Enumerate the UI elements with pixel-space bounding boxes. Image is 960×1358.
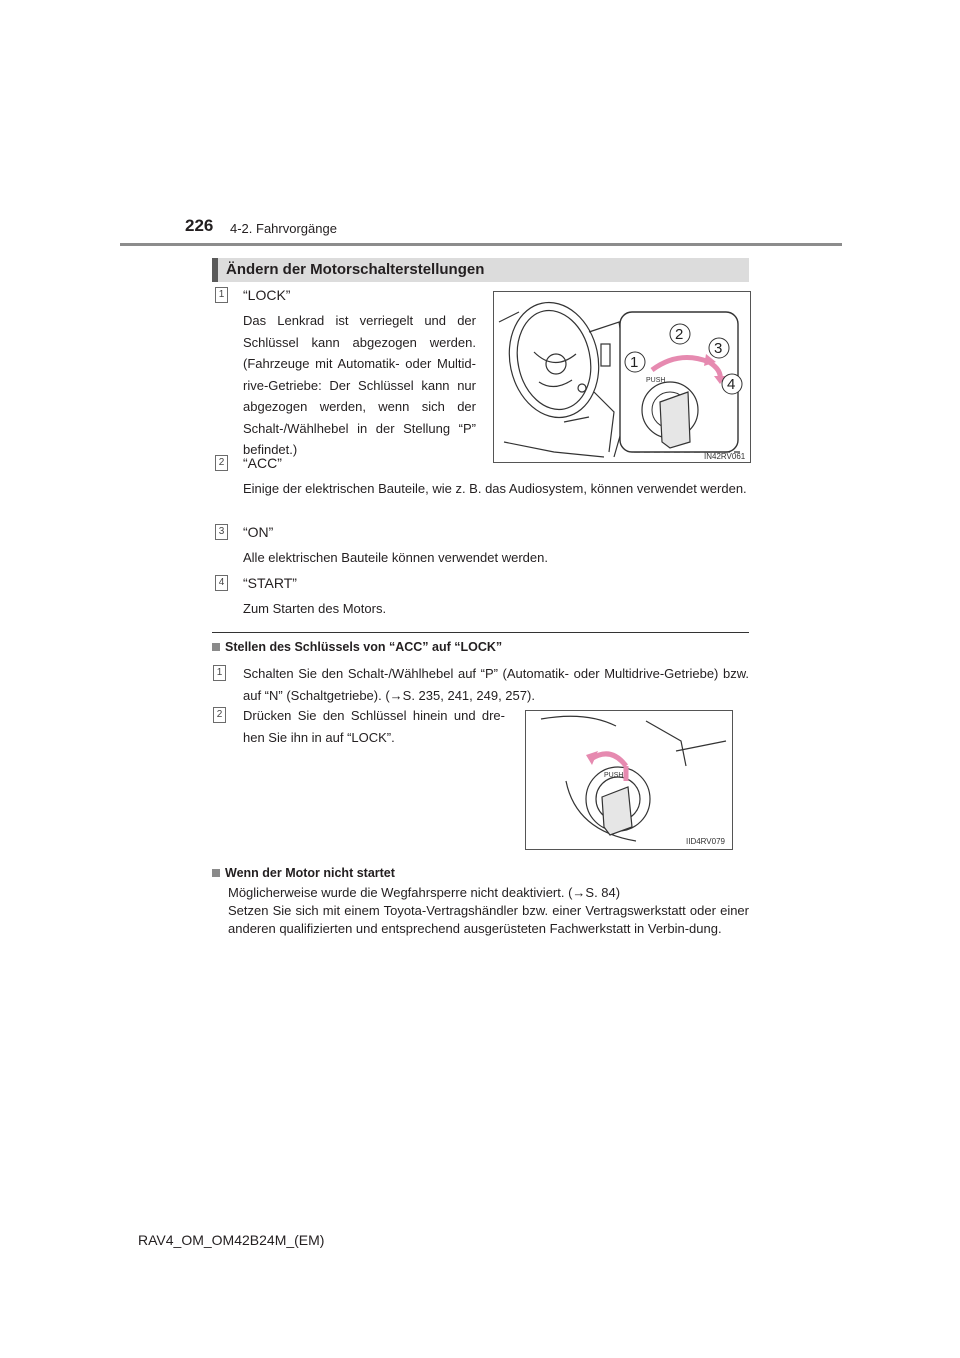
item-number-3: 3 <box>215 524 228 540</box>
subsection-heading-engine-not-start: Wenn der Motor nicht startet <box>212 866 395 880</box>
step-number-1: 1 <box>213 665 226 681</box>
callout-3: 3 <box>714 340 723 357</box>
callout-2: 2 <box>675 326 684 343</box>
item-text-on: Alle elektrischen Bauteile können verwendet werden. <box>243 550 548 565</box>
section-title: Ändern der Motorschalterstellungen <box>226 261 485 278</box>
section-title-bar <box>212 258 749 282</box>
item-title-start: “START” <box>243 575 297 591</box>
item-title-on: “ON” <box>243 524 274 540</box>
key-turn-illustration <box>525 710 733 850</box>
page-number: 226 <box>185 216 214 235</box>
item-text-lock: Das Lenkrad ist verriegelt und der Schlüssel kann abgezogen werden. (Fahrzeuge mit Automatik- oder Multid-rive-Getriebe: Der Schlüssel kann nur abgezogen werden, wenn sich der Schalt-/Wählhebel in der Stellung “P” befindet.) <box>243 313 476 457</box>
figure2-code: IID4RV079 <box>686 837 725 846</box>
bullet-square <box>212 869 220 877</box>
item-title-acc: “ACC” <box>243 455 282 471</box>
header-divider <box>120 243 842 246</box>
key-turn-drawing <box>526 711 732 849</box>
figure1-code: IN42RV061 <box>704 452 746 461</box>
item-number-4: 4 <box>215 575 228 591</box>
ignition-switch-drawing <box>494 292 750 462</box>
subsection-heading-acc-to-lock: Stellen des Schlüssels von “ACC” auf “LOCK” <box>212 640 502 654</box>
item-text-acc: Einige der elektrischen Bauteile, wie z. B. das Audiosystem, können verwendet werden. <box>243 481 747 496</box>
subsection-divider <box>212 632 749 633</box>
dealer-contact-note: Setzen Sie sich mit einem Toyota-Vertragshändler bzw. einer Vertragswerkstatt oder einer anderen qualifizierten und entsprechend ausgerüsteten Fachwerkstatt in Verbin-dung. <box>228 903 749 936</box>
step-text-1: Schalten Sie den Schalt-/Wählhebel auf “P” (Automatik- oder Multidrive-Getriebe) bzw. auf “N” (Schaltgetriebe). (→S. 235, 241, 249, 257). <box>243 666 749 703</box>
ignition-switch-illustration <box>493 291 751 463</box>
item-number-2: 2 <box>215 455 228 471</box>
document-code-footer: RAV4_OM_OM42B24M_(EM) <box>138 1232 325 1248</box>
callout-4: 4 <box>727 376 736 393</box>
section-label: 4-2. Fahrvorgänge <box>230 221 337 236</box>
step-text-2: Drücken Sie den Schlüssel hinein und dre-hen Sie ihn in auf “LOCK”. <box>243 708 505 745</box>
step-number-2: 2 <box>213 707 226 723</box>
immobilizer-note: Möglicherweise wurde die Wegfahrsperre nicht deaktiviert. (→S. 84) <box>228 885 621 900</box>
item-title-lock: “LOCK” <box>243 287 291 303</box>
item-text-start: Zum Starten des Motors. <box>243 601 387 616</box>
callout-1: 1 <box>630 354 639 371</box>
title-bar-accent <box>212 258 218 282</box>
switch-push-label-2: PUSH <box>604 772 624 779</box>
bullet-square <box>212 643 220 651</box>
item-number-1: 1 <box>215 287 228 303</box>
switch-push-label: PUSH <box>646 377 666 384</box>
